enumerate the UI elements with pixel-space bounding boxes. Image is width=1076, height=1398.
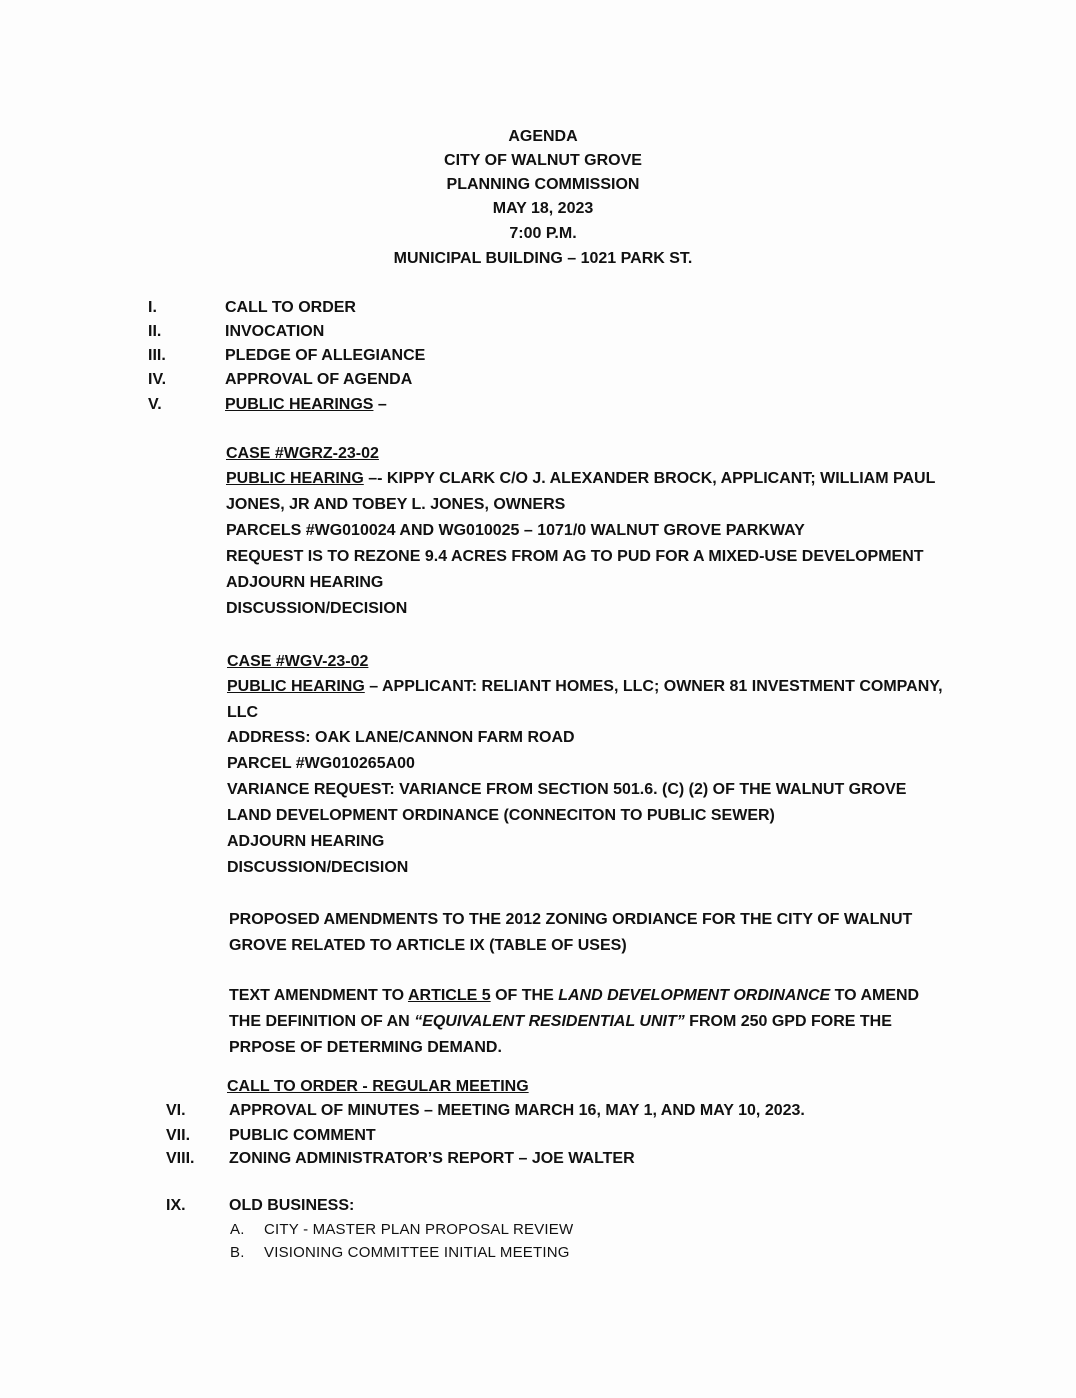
item-public-hearings	[225, 396, 387, 414]
public-hearings-label: PUBLIC HEARINGS	[225, 396, 374, 413]
amendment2-text: THE DEFINITION OF AN	[229, 1013, 415, 1030]
case2-line1	[227, 678, 943, 696]
old-business-item-b: VISIONING COMMITTEE INITIAL MEETING	[264, 1244, 570, 1261]
case1-line3: PARCELS #WG010024 AND WG010025 – 1071/0 WALNUT GROVE PARKWAY	[226, 522, 805, 539]
case1-line1	[226, 470, 935, 488]
case2-line1-text: – APPLICANT: RELIANT HOMES, LLC; OWNER 81 INVESTMENT COMPANY,	[364, 678, 943, 695]
case2-line2: LLC	[227, 704, 259, 721]
item-number: VII.	[166, 1127, 191, 1144]
item-zoning-report: ZONING ADMINISTRATOR’S REPORT – JOE WALTER	[229, 1150, 635, 1167]
old-business-letter: A.	[230, 1221, 245, 1238]
amendment1-line1: PROPOSED AMENDMENTS TO THE 2012 ZONING ORDIANCE FOR THE CITY OF WALNUT	[229, 911, 913, 928]
case2-line7: ADJOURN HEARING	[227, 833, 385, 850]
case2-line6: LAND DEVELOPMENT ORDINANCE (CONNECITON TO PUBLIC SEWER)	[227, 807, 775, 824]
case1-line2: JONES, JR AND TOBEY L. JONES, OWNERS	[226, 496, 566, 513]
item-number: II.	[148, 323, 162, 340]
meeting-location: MUNICIPAL BUILDING – 1021 PARK ST.	[393, 250, 693, 267]
case2-hearing-label: PUBLIC HEARING	[227, 678, 365, 695]
body-name: PLANNING COMMISSION	[446, 176, 640, 193]
amendment2-text: OF THE	[490, 987, 559, 1004]
item-number: IV.	[148, 371, 167, 388]
item-number: III.	[148, 347, 166, 364]
item-public-comment: PUBLIC COMMENT	[229, 1127, 376, 1144]
amendment2-text: TEXT AMENDMENT TO	[229, 987, 408, 1004]
amendment1-line2: GROVE RELATED TO ARTICLE IX (TABLE OF USES)	[229, 937, 627, 954]
case2-line8: DISCUSSION/DECISION	[227, 859, 409, 876]
item-number: V.	[148, 396, 162, 413]
old-business-item-a: CITY - MASTER PLAN PROPOSAL REVIEW	[264, 1221, 574, 1238]
case2-line3: ADDRESS: OAK LANE/CANNON FARM ROAD	[227, 729, 575, 746]
case1-title: CASE #WGRZ-23-02	[226, 445, 379, 462]
agenda-title: AGENDA	[508, 128, 578, 145]
meeting-time: 7:00 P.M.	[509, 225, 577, 242]
meeting-date: MAY 18, 2023	[492, 200, 594, 217]
case1-line1-text: –- KIPPY CLARK C/O J. ALEXANDER BROCK, APPLICANT; WILLIAM PAUL	[363, 470, 936, 487]
item-number: I.	[148, 299, 157, 316]
regular-meeting-heading: CALL TO ORDER - REGULAR MEETING	[227, 1078, 529, 1095]
amendment2-line1	[229, 987, 919, 1005]
item-number: IX.	[166, 1197, 186, 1214]
amendment2-line2	[229, 1013, 892, 1031]
item-approval-minutes: APPROVAL OF MINUTES – MEETING MARCH 16, MAY 1, AND MAY 10, 2023.	[229, 1102, 805, 1119]
item-invocation: INVOCATION	[225, 323, 325, 340]
case1-line6: DISCUSSION/DECISION	[226, 600, 408, 617]
item-pledge: PLEDGE OF ALLEGIANCE	[225, 347, 426, 364]
amendment2-line3: PRPOSE OF DETERMING DEMAND.	[229, 1039, 502, 1056]
amendment2-text: TO AMEND	[830, 987, 920, 1004]
city-name: CITY OF WALNUT GROVE	[444, 152, 642, 169]
public-hearings-suffix: –	[373, 396, 387, 413]
case2-line4: PARCEL #WG010265A00	[227, 755, 415, 772]
case2-title: CASE #WGV-23-02	[227, 653, 369, 670]
item-old-business: OLD BUSINESS:	[229, 1197, 355, 1214]
eru-term: “EQUIVALENT RESIDENTIAL UNIT”	[414, 1013, 685, 1030]
item-call-to-order: CALL TO ORDER	[225, 299, 356, 316]
item-approval-agenda: APPROVAL OF AGENDA	[225, 371, 413, 388]
item-number: VIII.	[166, 1150, 195, 1167]
item-number: VI.	[166, 1102, 186, 1119]
article-5-ref: ARTICLE 5	[407, 987, 491, 1004]
case1-hearing-label: PUBLIC HEARING	[226, 470, 364, 487]
case1-line4: REQUEST IS TO REZONE 9.4 ACRES FROM AG TO PUD FOR A MIXED-USE DEVELOPMENT	[226, 548, 924, 565]
old-business-letter: B.	[230, 1244, 245, 1261]
amendment2-text: FROM 250 GPD FORE THE	[684, 1013, 892, 1030]
case1-line5: ADJOURN HEARING	[226, 574, 384, 591]
case2-line5: VARIANCE REQUEST: VARIANCE FROM SECTION 501.6. (C) (2) OF THE WALNUT GROVE	[227, 781, 907, 798]
ordinance-name: LAND DEVELOPMENT ORDINANCE	[558, 987, 831, 1004]
